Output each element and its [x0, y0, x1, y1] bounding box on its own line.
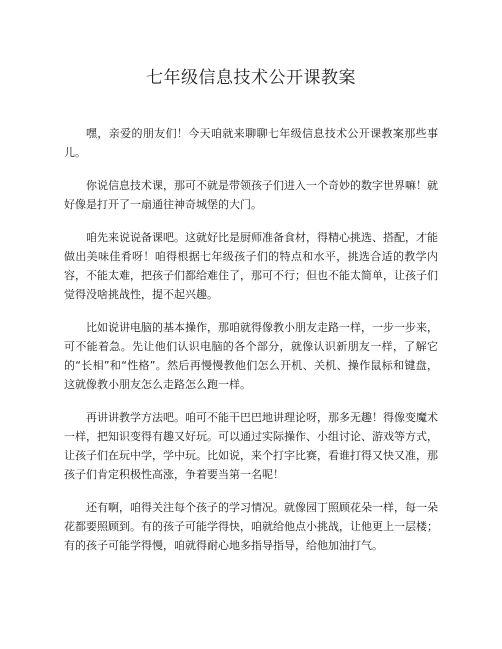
paragraph-basic-operation: 比如说讲电脑的基本操作，那咱就得像教小朋友走路一样，一步一步来，可不能着急。先让他们认识电脑的各个部分，就像认识新朋友一样，了解它的“长相”和“性格”。然后再慢慢教他们怎么开机、关机、操作鼠标和键盘，这就像教小朋友怎么走路怎么跑一样。: [64, 321, 438, 391]
paragraph-intro: 嘿，亲爱的朋友们！今天咱就来聊聊七年级信息技术公开课教案那些事儿。: [64, 127, 438, 159]
paragraph-teaching-method: 再讲讲教学方法吧。咱可不能干巴巴地讲理论呀，那多无趣！得像变魔术一样，把知识变得有趣又好玩。可以通过实际操作、小组讨论、游戏等方式，让孩子们在玩中学，学中玩。比如说，来个打字比赛，看谁打得又快又准，那孩子们肯定积极性高涨，争着要当第一名呢！: [64, 411, 438, 481]
paragraph-student-attention: 还有啊，咱得关注每个孩子的学习情况。就像园丁照顾花朵一样，每一朵花都要照顾到。有的孩子可能学得快，咱就给他点小挑战，让他更上一层楼；有的孩子可能学得慢，咱就得耐心地多指导指导，给他加油打气。: [64, 501, 438, 552]
paragraph-lesson-prep: 咱先来说说备课吧。这就好比是厨师准备食材，得精心挑选、搭配，才能做出美味佳肴呀！咱得根据七年级孩子们的特点和水平，挑选合适的教学内容，不能太难，把孩子们都给难住了，那可不行；但也不能太简单，让孩子们觉得没啥挑战性，提不起兴趣。: [64, 231, 438, 301]
paragraph-course: 你说信息技术课，那可不就是带领孩子们进入一个奇妙的数字世界嘛！就好像是打开了一扇通往神奇城堡的大门。: [64, 179, 438, 211]
document-title: 七年级信息技术公开课教案: [146, 68, 356, 88]
